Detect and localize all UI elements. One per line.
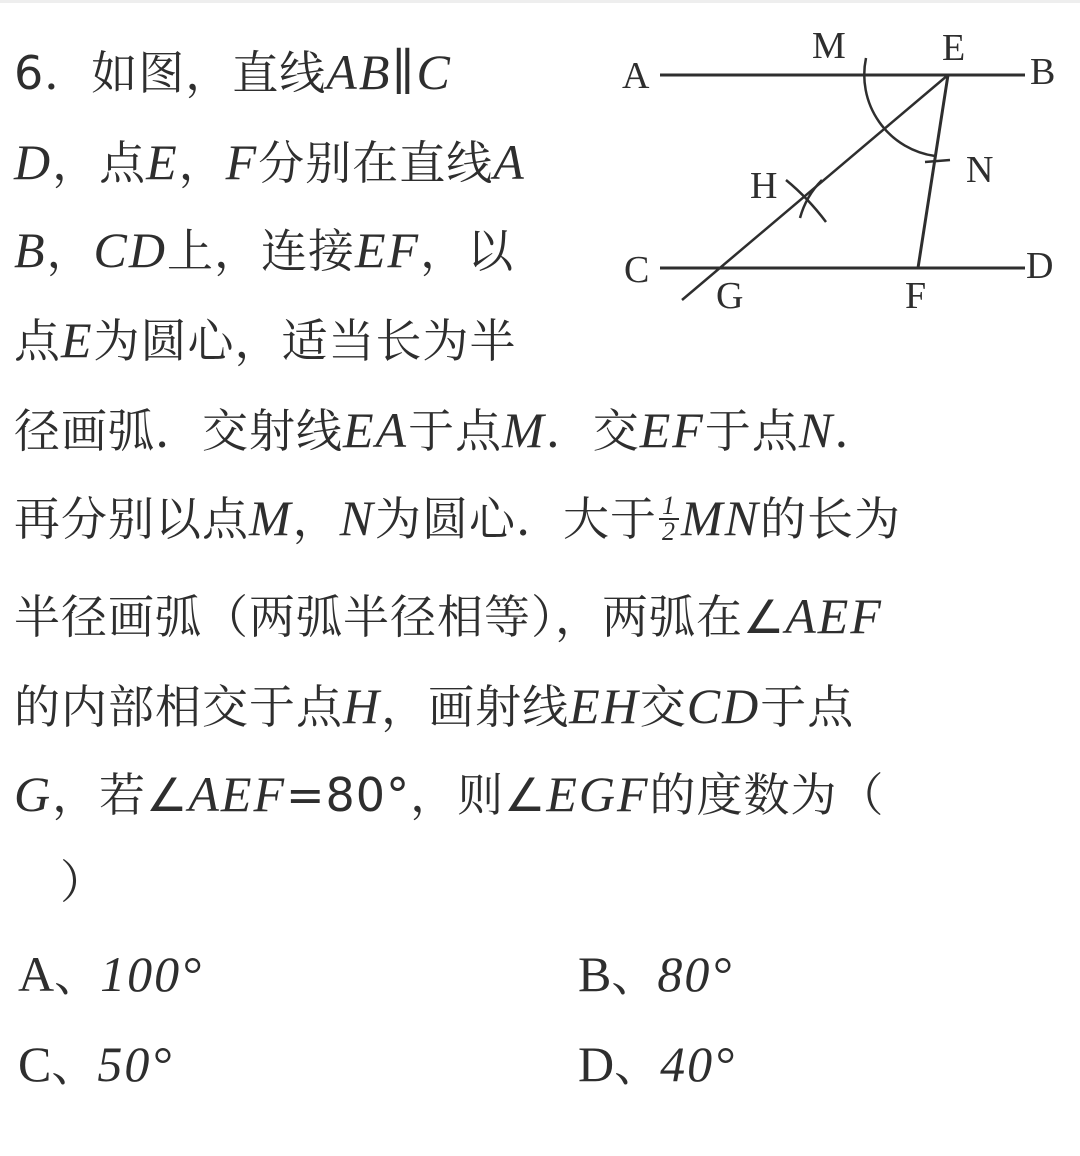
- math-text: A: [493, 134, 526, 190]
- label-f: F: [905, 275, 927, 317]
- math-text: B: [14, 222, 47, 278]
- option-value: 80°: [657, 946, 734, 1002]
- math-text: N: [798, 402, 835, 458]
- math-text: EA: [343, 402, 409, 458]
- math-text: M: [249, 490, 293, 546]
- question-number-and-intro: 6．如图，直线: [14, 46, 327, 100]
- math-text: EF: [355, 222, 421, 278]
- option-c[interactable]: C、50°: [18, 1036, 174, 1092]
- math-text: M: [502, 402, 546, 458]
- fraction-one-half: $\frac{1}{2}$: [659, 494, 679, 544]
- math-text: MN: [681, 490, 761, 546]
- question-line-2: D，点E，F分别在直线A: [14, 134, 526, 190]
- option-value: 50°: [97, 1036, 174, 1092]
- option-value: 100°: [100, 946, 204, 1002]
- label-h: H: [750, 165, 778, 207]
- math-text: CD: [686, 678, 761, 734]
- label-c: C: [624, 249, 650, 291]
- segment-ef: [918, 75, 948, 268]
- math-text: EH: [569, 678, 640, 734]
- option-letter: C: [18, 1036, 52, 1092]
- n-tick: [925, 160, 950, 162]
- question-line-7: 半径画弧（两弧半径相等），两弧在∠AEF: [14, 588, 883, 644]
- option-a[interactable]: A、100°: [18, 946, 204, 1002]
- question-line-1: [14, 42, 452, 103]
- question-line-8: 的内部相交于点H，画射线EH交CD于点: [14, 678, 855, 734]
- question-line-4: 点E为圆心，适当长为半: [14, 312, 517, 368]
- math-text: E: [146, 134, 179, 190]
- top-divider: [0, 0, 1080, 3]
- geometry-figure: [615, 20, 1075, 330]
- question-line-9: G，若∠AEF=80°，则∠EGF的度数为（: [14, 766, 885, 822]
- option-value: 40°: [660, 1036, 737, 1092]
- label-d: D: [1026, 245, 1054, 287]
- answer-blank-close: ）: [60, 855, 107, 909]
- question-line-3: B，CD上，连接EF，以: [14, 222, 515, 278]
- math-text: EF: [639, 402, 705, 458]
- math-text: N: [339, 490, 376, 546]
- math-text: E: [61, 312, 94, 368]
- question-line-5: 径画弧．交射线EA于点M．交EF于点N．: [14, 402, 882, 458]
- option-letter: A: [18, 946, 55, 1002]
- math-text: F: [225, 134, 259, 190]
- label-m: M: [812, 25, 846, 67]
- label-e: E: [942, 27, 966, 69]
- question-line-6: 再分别以点M，N为圆心．大于 $\frac{1}{2}$ MN的长为: [14, 490, 902, 546]
- label-n: N: [966, 149, 994, 191]
- option-b[interactable]: B、80°: [578, 946, 734, 1002]
- math-text: D: [14, 134, 53, 190]
- label-g: G: [716, 275, 744, 317]
- math-text: G: [14, 766, 53, 822]
- math-text: H: [343, 678, 382, 734]
- option-d[interactable]: D、40°: [578, 1036, 737, 1092]
- math-text: AB∥C: [326, 44, 452, 100]
- label-b: B: [1030, 51, 1056, 93]
- question-line-10: [60, 852, 107, 912]
- math-text: AEF: [785, 588, 883, 644]
- construction-arc-mn: [864, 58, 935, 156]
- option-letter: D: [578, 1036, 615, 1092]
- math-text: CD: [93, 222, 168, 278]
- math-text: EGF: [546, 766, 650, 822]
- math-text: AEF: [188, 766, 286, 822]
- label-a: A: [622, 55, 650, 97]
- option-letter: B: [578, 946, 612, 1002]
